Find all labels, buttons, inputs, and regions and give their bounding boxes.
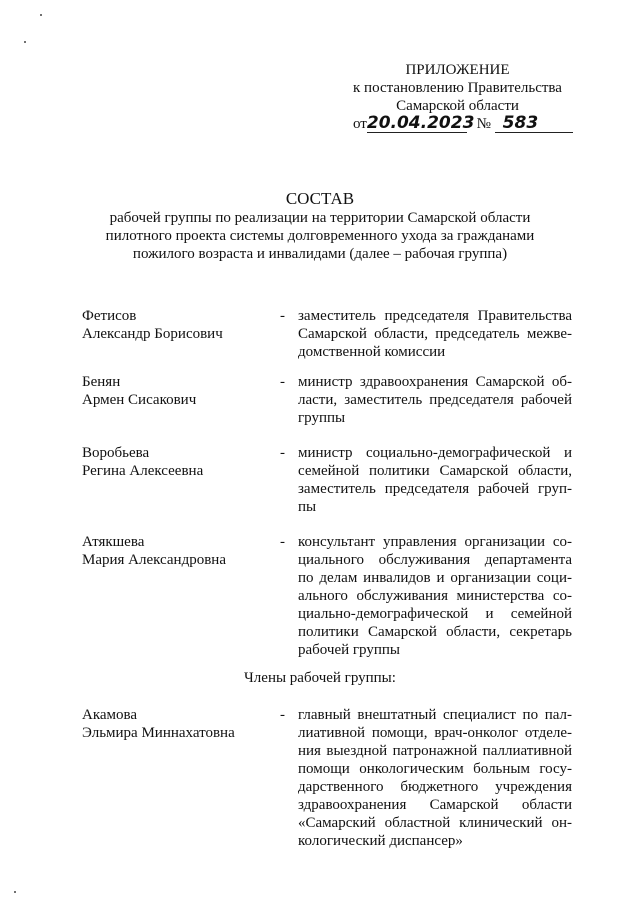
- heading-line-3: пожилого возраста и инвалидами (далее – рабочая группа): [132, 246, 508, 262]
- role-line: политики Самарской области, секретарь: [298, 624, 572, 640]
- role-line: министр здравоохранения Самарской об-: [298, 374, 572, 390]
- number-prefix: №: [476, 116, 491, 132]
- role-line: ния выездной патронажной паллиативной: [298, 743, 572, 759]
- appendix-date-row: [353, 114, 573, 133]
- member-dash: -: [280, 308, 285, 324]
- appendix-title: ПРИЛОЖЕНИЕ: [405, 62, 510, 78]
- role-line: по делам инвалидов и организации соци-: [298, 570, 572, 586]
- member-surname: Фетисов: [82, 308, 137, 324]
- member-given-names: Эльмира Миннахатовна: [82, 725, 235, 741]
- role-line: семейной политики Самарской области,: [298, 463, 572, 479]
- member-surname: Воробьева: [82, 445, 150, 461]
- member-given-names: Мария Александровна: [82, 552, 226, 568]
- role-line: ласти, заместитель председателя рабочей: [298, 392, 572, 408]
- member-dash: -: [280, 445, 285, 461]
- heading-line-1: рабочей группы по реализации на территории Самарской области: [109, 210, 531, 226]
- member-dash: -: [280, 707, 285, 723]
- heading-line-2: пилотного проекта системы долговременного ухода за гражданами: [105, 228, 535, 244]
- member-surname: Атякшева: [82, 534, 145, 550]
- member-role: [298, 706, 572, 850]
- role-line: лиативной помощи, врач-онколог отделе-: [298, 725, 572, 741]
- member-surname: Акамова: [82, 707, 138, 723]
- role-line: помощи онкологическим больным госу-: [298, 761, 572, 777]
- member-role: [298, 373, 572, 427]
- member-given-names: Александр Борисович: [82, 326, 223, 342]
- role-line: «Самарский областной клинический он-: [298, 815, 572, 831]
- member-role: [298, 533, 572, 659]
- role-line: здравоохранения Самарской области: [298, 797, 572, 813]
- appendix-line-2: Самарской области: [396, 98, 519, 114]
- role-line: кологический диспансер»: [298, 833, 463, 849]
- scan-speck: [40, 14, 42, 16]
- appendix-line-1: к постановлению Правительства: [353, 80, 562, 96]
- role-line: консультант управления организации со-: [298, 534, 572, 550]
- role-line: министр социально-демографической и: [298, 445, 572, 461]
- document-title: СОСТАВ: [285, 189, 355, 208]
- role-line: циального обслуживания департамента: [298, 552, 572, 568]
- date-handwritten: 20.04.2023: [366, 113, 475, 133]
- date-prefix: от: [353, 116, 367, 132]
- role-line: заместитель председателя рабочей груп-: [298, 481, 572, 497]
- role-line: рабочей группы: [298, 642, 400, 658]
- member-dash: -: [280, 534, 285, 550]
- role-line: дарственного бюджетного учреждения: [298, 779, 572, 795]
- scan-speck: [14, 891, 16, 893]
- role-line: группы: [298, 410, 346, 426]
- member-surname: Бенян: [82, 374, 121, 390]
- members-heading: Члены рабочей группы:: [244, 670, 396, 686]
- role-line: циально-демографической и семейной: [298, 606, 572, 622]
- scan-speck: [24, 41, 26, 43]
- member-role: [298, 307, 572, 361]
- member-given-names: Регина Алексеевна: [82, 463, 204, 479]
- member-role: [298, 444, 572, 516]
- role-line: домственной комиссии: [298, 344, 446, 360]
- role-line: главный внештатный специалист по пал-: [298, 707, 572, 723]
- role-line: пы: [298, 499, 317, 515]
- number-handwritten: 583: [495, 114, 573, 133]
- member-dash: -: [280, 374, 285, 390]
- member-given-names: Армен Сисакович: [82, 392, 197, 408]
- role-line: заместитель председателя Правительства: [298, 308, 572, 324]
- role-line: ального обслуживания министерства со-: [298, 588, 572, 604]
- role-line: Самарской области, председатель межве-: [298, 326, 572, 342]
